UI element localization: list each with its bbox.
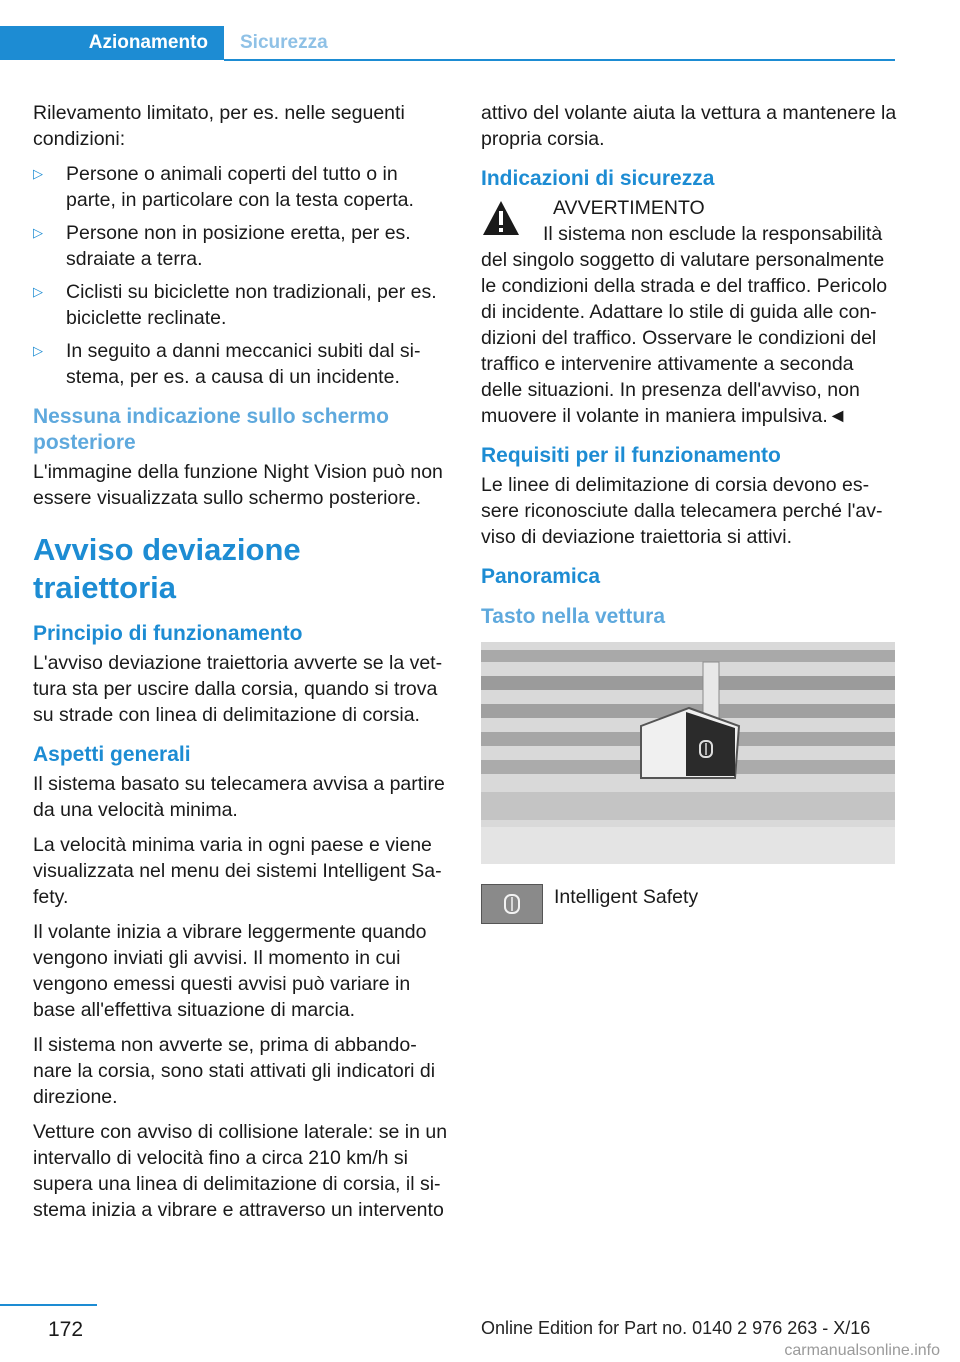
list-item: ▷ In seguito a danni meccanici subiti dal sistema, per es. a causa di un incidente. (33, 340, 421, 388)
heading-button: Tasto nella vettura (481, 605, 665, 628)
heading-overview: Panoramica (481, 565, 601, 588)
paragraph-no-display: L'immagine della funzione Night Vision può non essere visualizzata sullo schermo posteriore. (33, 461, 443, 509)
list-item: ▷ Ciclisti su biciclette non tradizionali, per es. biciclette reclinate. (33, 281, 437, 329)
tab-sicurezza[interactable]: Sicurezza (240, 32, 328, 53)
paragraph-general: Il sistema non avverte se, prima di abbandonare la corsia, sono stati attivati gli indicatori di direzione. (33, 1034, 436, 1108)
chapter-tabs (0, 0, 895, 63)
paragraph-requirements: Le linee di delimitazione di corsia devono essere riconosciute dalla telecamera perché l'avviso di deviazione traiettoria si attivi. (481, 474, 883, 548)
paragraph-general: La velocità minima varia in ogni paese e viene visualizzata nel menu dei sistemi Intelligent Safety. (33, 834, 442, 908)
button-legend (481, 884, 897, 924)
section-title: Avviso deviazione traiettoria (33, 532, 301, 605)
triangle-right-outline-icon: ▷ (33, 284, 43, 299)
intelligent-safety-icon (481, 884, 543, 924)
paragraph-general: Il sistema basato su telecamera avvisa a partire da una velocità minima. (33, 773, 445, 821)
triangle-right-outline-icon: ▷ (33, 343, 43, 358)
warning-block (481, 195, 897, 429)
heading-no-display: Nessuna indicazione sullo schermo posteriore (33, 405, 389, 454)
right-column (481, 100, 897, 924)
warning-title: AVVERTIMENTO (553, 197, 705, 219)
triangle-right-outline-icon: ▷ (33, 225, 43, 240)
tab-azionamento[interactable]: Azionamento (0, 26, 224, 60)
footer-rule (0, 1304, 97, 1306)
edition-note: Online Edition for Part no. 0140 2 976 263 - X/16 (481, 1318, 871, 1338)
intro-text: Rilevamento limitato, per es. nelle seguenti condizioni: (33, 102, 405, 150)
warning-text: Il sistema non esclude la responsabilità del singolo soggetto di valutare personalmente le condizioni della strada e del traffico. Pericolo di incidente. Adattare lo stile di guida alle condizioni del traffico. Osservare le condizioni del traffico e intervenire attivamente a seconda delle situazioni. In presenza dell'avviso, non muovere il volante in maniera impulsiva.◄ (481, 223, 888, 427)
left-column (33, 100, 449, 1232)
list-item: ▷ Persone o animali coperti del tutto o in parte, in particolare con la testa coperta. (33, 163, 414, 211)
paragraph-general: Vetture con avviso di collisione laterale: se in un intervallo di velocità fino a circa 210 km/h si supera una linea di delimitazione di corsia, il sistema inizia a vibrare e attraverso un intervento (33, 1121, 448, 1221)
heading-general: Aspetti generali (33, 743, 191, 766)
paragraph-general: Il volante inizia a vibrare leggermente quando vengono inviati gli avvisi. Il momento in cui vengono emessi questi avvisi può variare in base all'effettiva situazione di marcia. (33, 921, 427, 1021)
heading-safety: Indicazioni di sicurezza (481, 167, 715, 190)
button-location-photo (481, 642, 895, 864)
triangle-right-outline-icon: ▷ (33, 166, 43, 181)
watermark: carmanualsonline.info (784, 1342, 940, 1359)
paragraph-continue: attivo del volante aiuta la vettura a mantenere la propria corsia. (481, 102, 897, 150)
button-label: Intelligent Safety (554, 886, 699, 908)
heading-requirements: Requisiti per il funzionamento (481, 444, 781, 467)
conditions-list (33, 161, 449, 390)
header-rule (224, 59, 895, 61)
warning-triangle-icon (481, 199, 521, 237)
page-number: 172 (48, 1318, 84, 1341)
list-item: ▷ Persone non in posizione eretta, per es. sdraiate a terra. (33, 222, 411, 270)
heading-principle: Principio di funzionamento (33, 622, 303, 645)
paragraph-principle: L'avviso deviazione traiettoria avverte se la vettura sta per uscire dalla corsia, quando si trova su strade con linea di delimitazione di corsia. (33, 652, 443, 726)
